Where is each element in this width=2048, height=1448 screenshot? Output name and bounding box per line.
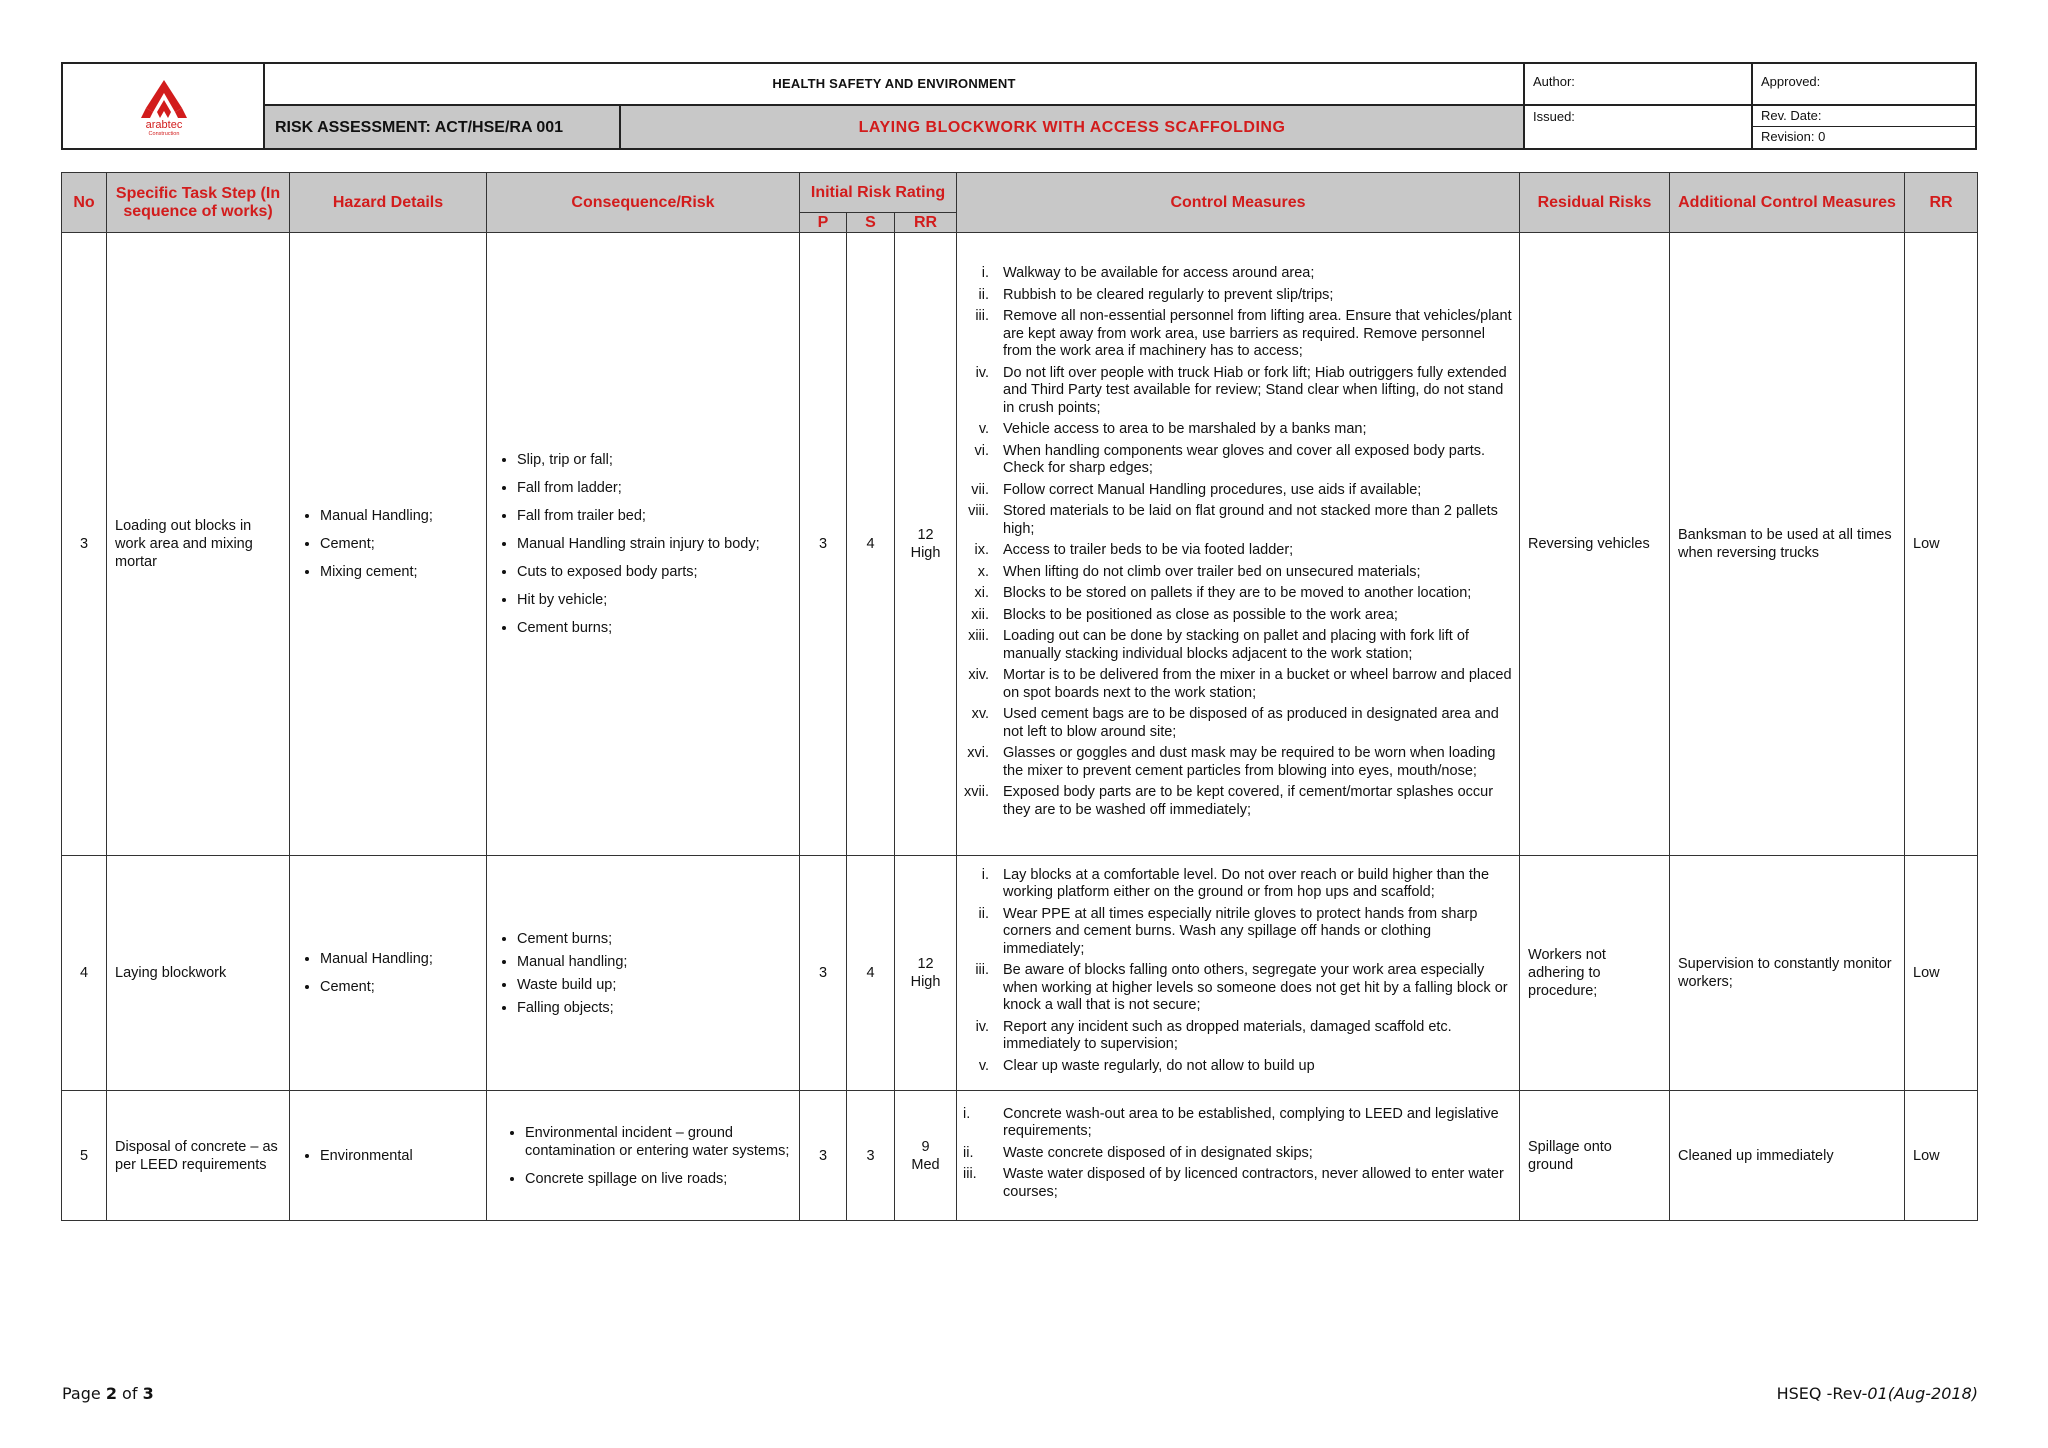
control-numeral: ii. [963, 1144, 974, 1161]
control-item [957, 706, 1519, 741]
control-item [957, 421, 1519, 439]
control-text: Remove all non-essential personnel from lifting area. Ensure that vehicles/plant are kept away from work area, use barriers as required. Remove personnel from the work area if machinery has to access; [1003, 308, 1512, 359]
control-numeral: iii. [975, 308, 990, 324]
hazard-list-cell [290, 1091, 487, 1221]
table-row [62, 1091, 1978, 1221]
consequence-item: • Manual handling; [517, 953, 795, 971]
control-numeral: xiv. [968, 667, 990, 683]
page-current: 2 [105, 1384, 117, 1403]
control-item [957, 1019, 1519, 1054]
control-text: Waste water disposed of by licenced contractors, never allowed to enter water courses; [1003, 1166, 1504, 1200]
document-title: LAYING BLOCKWORK WITH ACCESS SCAFFOLDING [621, 104, 1525, 148]
control-text: Blocks to be stored on pallets if they are to be moved to another location; [1003, 585, 1472, 601]
consequence-item: • Concrete spillage on live roads; [525, 1170, 795, 1188]
control-numeral: vi. [974, 442, 990, 459]
control-numeral: xii. [971, 606, 990, 623]
control-item [957, 784, 1519, 819]
rev-date-field: Rev. Date: [1753, 104, 1975, 126]
rr-value: 12 [917, 956, 934, 972]
probability: 3 [800, 233, 847, 856]
consequence-item: • Environmental incident – ground contamination or entering water systems; [525, 1124, 795, 1160]
hazard-item: • Environmental [320, 1147, 482, 1165]
control-text: Blocks to be positioned as close as possible to the work area; [1003, 606, 1398, 623]
control-text: Glasses or goggles and dust mask may be required to be worn when loading the mixer to prevent cement particles from blowing into eyes, mouth/nose; [1003, 745, 1496, 779]
task-step: Disposal of concrete – as per LEED requirements [107, 1091, 290, 1221]
control-item [957, 1058, 1519, 1076]
severity: 3 [847, 1091, 895, 1221]
row-number: 5 [62, 1091, 107, 1221]
hazard-item: • Cement; [320, 535, 482, 553]
severity: 4 [847, 233, 895, 856]
col-initial-risk: Initial Risk Rating [800, 173, 957, 213]
arabtec-logo [137, 78, 191, 136]
control-item [957, 443, 1519, 478]
control-item [957, 1166, 1519, 1201]
residual-risk: Reversing vehicles [1520, 233, 1670, 856]
consequence-list-cell [487, 233, 800, 856]
col-s: S [847, 213, 895, 233]
probability: 3 [800, 856, 847, 1091]
control-text: Clear up waste regularly, do not allow to build up [1003, 1057, 1315, 1074]
document-header [61, 62, 1977, 150]
control-numeral: ii. [978, 905, 990, 922]
control-text: Wear PPE at all times especially nitrile gloves to protect hands from sharp corners and cement burns. Wash any spillage off hands or clothing immediately; [1003, 905, 1478, 957]
task-step: Loading out blocks in work area and mixing mortar [107, 233, 290, 856]
control-numeral: i. [963, 1105, 971, 1122]
control-item [957, 628, 1519, 663]
consequence-item: • Fall from trailer bed; [517, 507, 795, 525]
hazard-list-cell [290, 233, 487, 856]
page-indicator [62, 1384, 154, 1403]
control-text: Loading out can be done by stacking on pallet and placing with fork lift of manually stacking individual blocks adjacent to the work station; [1003, 628, 1469, 662]
control-text: When lifting do not climb over trailer bed on unsecured materials; [1003, 563, 1421, 580]
consequence-item: • Fall from ladder; [517, 479, 795, 497]
hse-title: HEALTH SAFETY AND ENVIRONMENT [265, 64, 1525, 104]
control-measures-list [957, 265, 1519, 819]
initial-rr [895, 856, 957, 1091]
control-numeral: iii. [975, 962, 990, 979]
control-item [957, 962, 1519, 1015]
control-item [957, 745, 1519, 780]
control-text: Do not lift over people with truck Hiab or fork lift; Hiab outriggers fully extended and Third Party test available for review; Stand clear when lifting, do not stand in crush points; [1003, 364, 1507, 416]
rr-value: 9 [921, 1138, 930, 1155]
control-text: Report any incident such as dropped materials, damaged scaffold etc. immediately to supervision; [1003, 1018, 1452, 1053]
col-no: No [62, 173, 107, 233]
control-numeral: v. [978, 1057, 990, 1074]
revision-code-date: 01(Aug-2018) [1867, 1384, 1978, 1403]
page-total: 3 [142, 1384, 154, 1403]
hazard-item: • Manual Handling; [320, 950, 482, 968]
rr-value: 12 [917, 527, 934, 543]
consequence-item: • Manual Handling strain injury to body; [517, 535, 795, 553]
consequence-item: • Cuts to exposed body parts; [517, 563, 795, 581]
control-numeral: xv. [971, 706, 990, 722]
control-item [957, 308, 1519, 361]
consequence-item: • Cement burns; [517, 930, 795, 948]
final-risk-rating: Low [1905, 856, 1978, 1091]
col-hazard: Hazard Details [290, 173, 487, 233]
control-item [957, 1145, 1519, 1163]
control-item [957, 607, 1519, 625]
control-item [957, 867, 1519, 902]
control-measures-cell [957, 856, 1520, 1091]
revision-code-prefix: HSEQ -Rev- [1776, 1384, 1868, 1403]
control-item [957, 667, 1519, 702]
revision-code [1777, 1384, 1978, 1403]
control-numeral: vii. [971, 481, 990, 498]
control-item [957, 503, 1519, 538]
hazard-item: • Mixing cement; [320, 563, 482, 581]
hazard-list-cell [290, 856, 487, 1091]
control-measures-list [957, 1106, 1519, 1202]
control-numeral: i. [981, 866, 990, 883]
row-number: 4 [62, 856, 107, 1091]
control-item [957, 906, 1519, 959]
initial-rr [895, 233, 957, 856]
control-measures-cell [957, 1091, 1520, 1221]
control-text: Exposed body parts are to be kept covered, if cement/mortar splashes occur they are to be washed off immediately; [1003, 784, 1494, 818]
svg-text:arabtec: arabtec [145, 119, 183, 131]
additional-control: Supervision to constantly monitor workers; [1670, 856, 1905, 1091]
control-numeral: xvii. [964, 784, 990, 800]
control-text: Lay blocks at a comfortable level. Do not over reach or build higher than the working platform either on the ground or from hop ups and scaffold; [1003, 866, 1490, 901]
initial-rr [895, 1091, 957, 1221]
control-item [957, 482, 1519, 500]
col-task: Specific Task Step (In sequence of works) [107, 173, 290, 233]
control-text: Walkway to be available for access around area; [1003, 265, 1315, 281]
author-field: Author: [1525, 64, 1753, 104]
issued-field: Issued: [1525, 104, 1753, 148]
page-prefix: Page [62, 1384, 106, 1403]
control-text: Vehicle access to area to be marshaled by a banks man; [1003, 421, 1367, 437]
consequence-list-cell [487, 1091, 800, 1221]
control-text: Rubbish to be cleared regularly to prevent slip/trips; [1003, 286, 1334, 303]
residual-risk: Workers not adhering to procedure; [1520, 856, 1670, 1091]
control-text: Concrete wash-out area to be established, complying to LEED and legislative requirements; [1003, 1105, 1499, 1140]
control-numeral: xvi. [967, 745, 990, 761]
control-numeral: iii. [963, 1166, 977, 1183]
control-item [957, 287, 1519, 305]
control-item [957, 1106, 1519, 1141]
control-item [957, 265, 1519, 283]
revision-field: Revision: 0 [1753, 126, 1975, 148]
control-numeral: viii. [968, 503, 990, 519]
rr-level: High [910, 974, 941, 990]
hazard-item: • Cement; [320, 978, 482, 996]
rr-level: High [910, 545, 941, 561]
table-row [62, 233, 1978, 856]
severity: 4 [847, 856, 895, 1091]
additional-control: Banksman to be used at all times when reversing trucks [1670, 233, 1905, 856]
risk-assessment-table [61, 172, 1978, 1221]
control-text: Used cement bags are to be disposed of as produced in designated area and not left to blow around site; [1003, 706, 1499, 740]
control-measures-list [957, 867, 1519, 1076]
control-numeral: iv. [975, 1018, 990, 1035]
approved-field: Approved: [1761, 74, 1821, 89]
control-numeral: x. [977, 563, 990, 580]
task-step: Laying blockwork [107, 856, 290, 1091]
control-text: Waste concrete disposed of in designated skips; [1003, 1144, 1313, 1161]
consequence-item: • Waste build up; [517, 976, 795, 994]
col-p: P [800, 213, 847, 233]
table-row [62, 856, 1978, 1091]
logo-cell [63, 64, 265, 148]
control-numeral: ii. [978, 286, 990, 303]
consequence-item: • Slip, trip or fall; [517, 451, 795, 469]
control-item [957, 585, 1519, 603]
control-item [957, 564, 1519, 582]
final-risk-rating: Low [1905, 1091, 1978, 1221]
col-residual: Residual Risks [1520, 173, 1670, 233]
col-consequence: Consequence/Risk [487, 173, 800, 233]
control-text: Stored materials to be laid on flat ground and not stacked more than 2 pallets high; [1003, 503, 1498, 537]
control-numeral: xiii. [968, 628, 990, 644]
consequence-item: • Hit by vehicle; [517, 591, 795, 609]
row-number: 3 [62, 233, 107, 856]
control-item [957, 542, 1519, 560]
control-text: Mortar is to be delivered from the mixer in a bucket or wheel barrow and placed on spot boards next to the work station; [1003, 667, 1512, 701]
control-text: Be aware of blocks falling onto others, segregate your work area especially when working at higher levels so someone does not get hit by a falling block or knock a wall that is not secure; [1003, 962, 1508, 1014]
rr-level: Med [911, 1156, 940, 1173]
control-text: Access to trailer beds to be via footed ladder; [1003, 542, 1294, 558]
hazard-item: • Manual Handling; [320, 507, 482, 525]
col-additional: Additional Control Measures [1670, 173, 1905, 233]
residual-risk: Spillage onto ground [1520, 1091, 1670, 1221]
control-numeral: i. [981, 265, 990, 281]
additional-control: Cleaned up immediately [1670, 1091, 1905, 1221]
control-numeral: xi. [974, 585, 990, 601]
control-text: Follow correct Manual Handling procedures, use aids if available; [1003, 481, 1422, 498]
control-item [957, 365, 1519, 418]
consequence-item: • Cement burns; [517, 619, 795, 637]
final-risk-rating: Low [1905, 233, 1978, 856]
control-numeral: iv. [975, 364, 990, 381]
svg-text:Construction: Construction [148, 131, 180, 136]
control-measures-cell [957, 233, 1520, 856]
control-text: When handling components wear gloves and cover all exposed body parts. Check for sharp edges; [1003, 442, 1486, 476]
col-rr: RR [895, 213, 957, 233]
col-final-rr: RR [1905, 173, 1978, 233]
probability: 3 [800, 1091, 847, 1221]
control-numeral: ix. [974, 542, 990, 558]
consequence-item: • Falling objects; [517, 999, 795, 1017]
page-of: of [116, 1384, 143, 1403]
col-control: Control Measures [957, 173, 1520, 233]
consequence-list-cell [487, 856, 800, 1091]
risk-assessment-ref: RISK ASSESSMENT: ACT/HSE/RA 001 [265, 104, 621, 148]
control-numeral: v. [978, 421, 990, 437]
